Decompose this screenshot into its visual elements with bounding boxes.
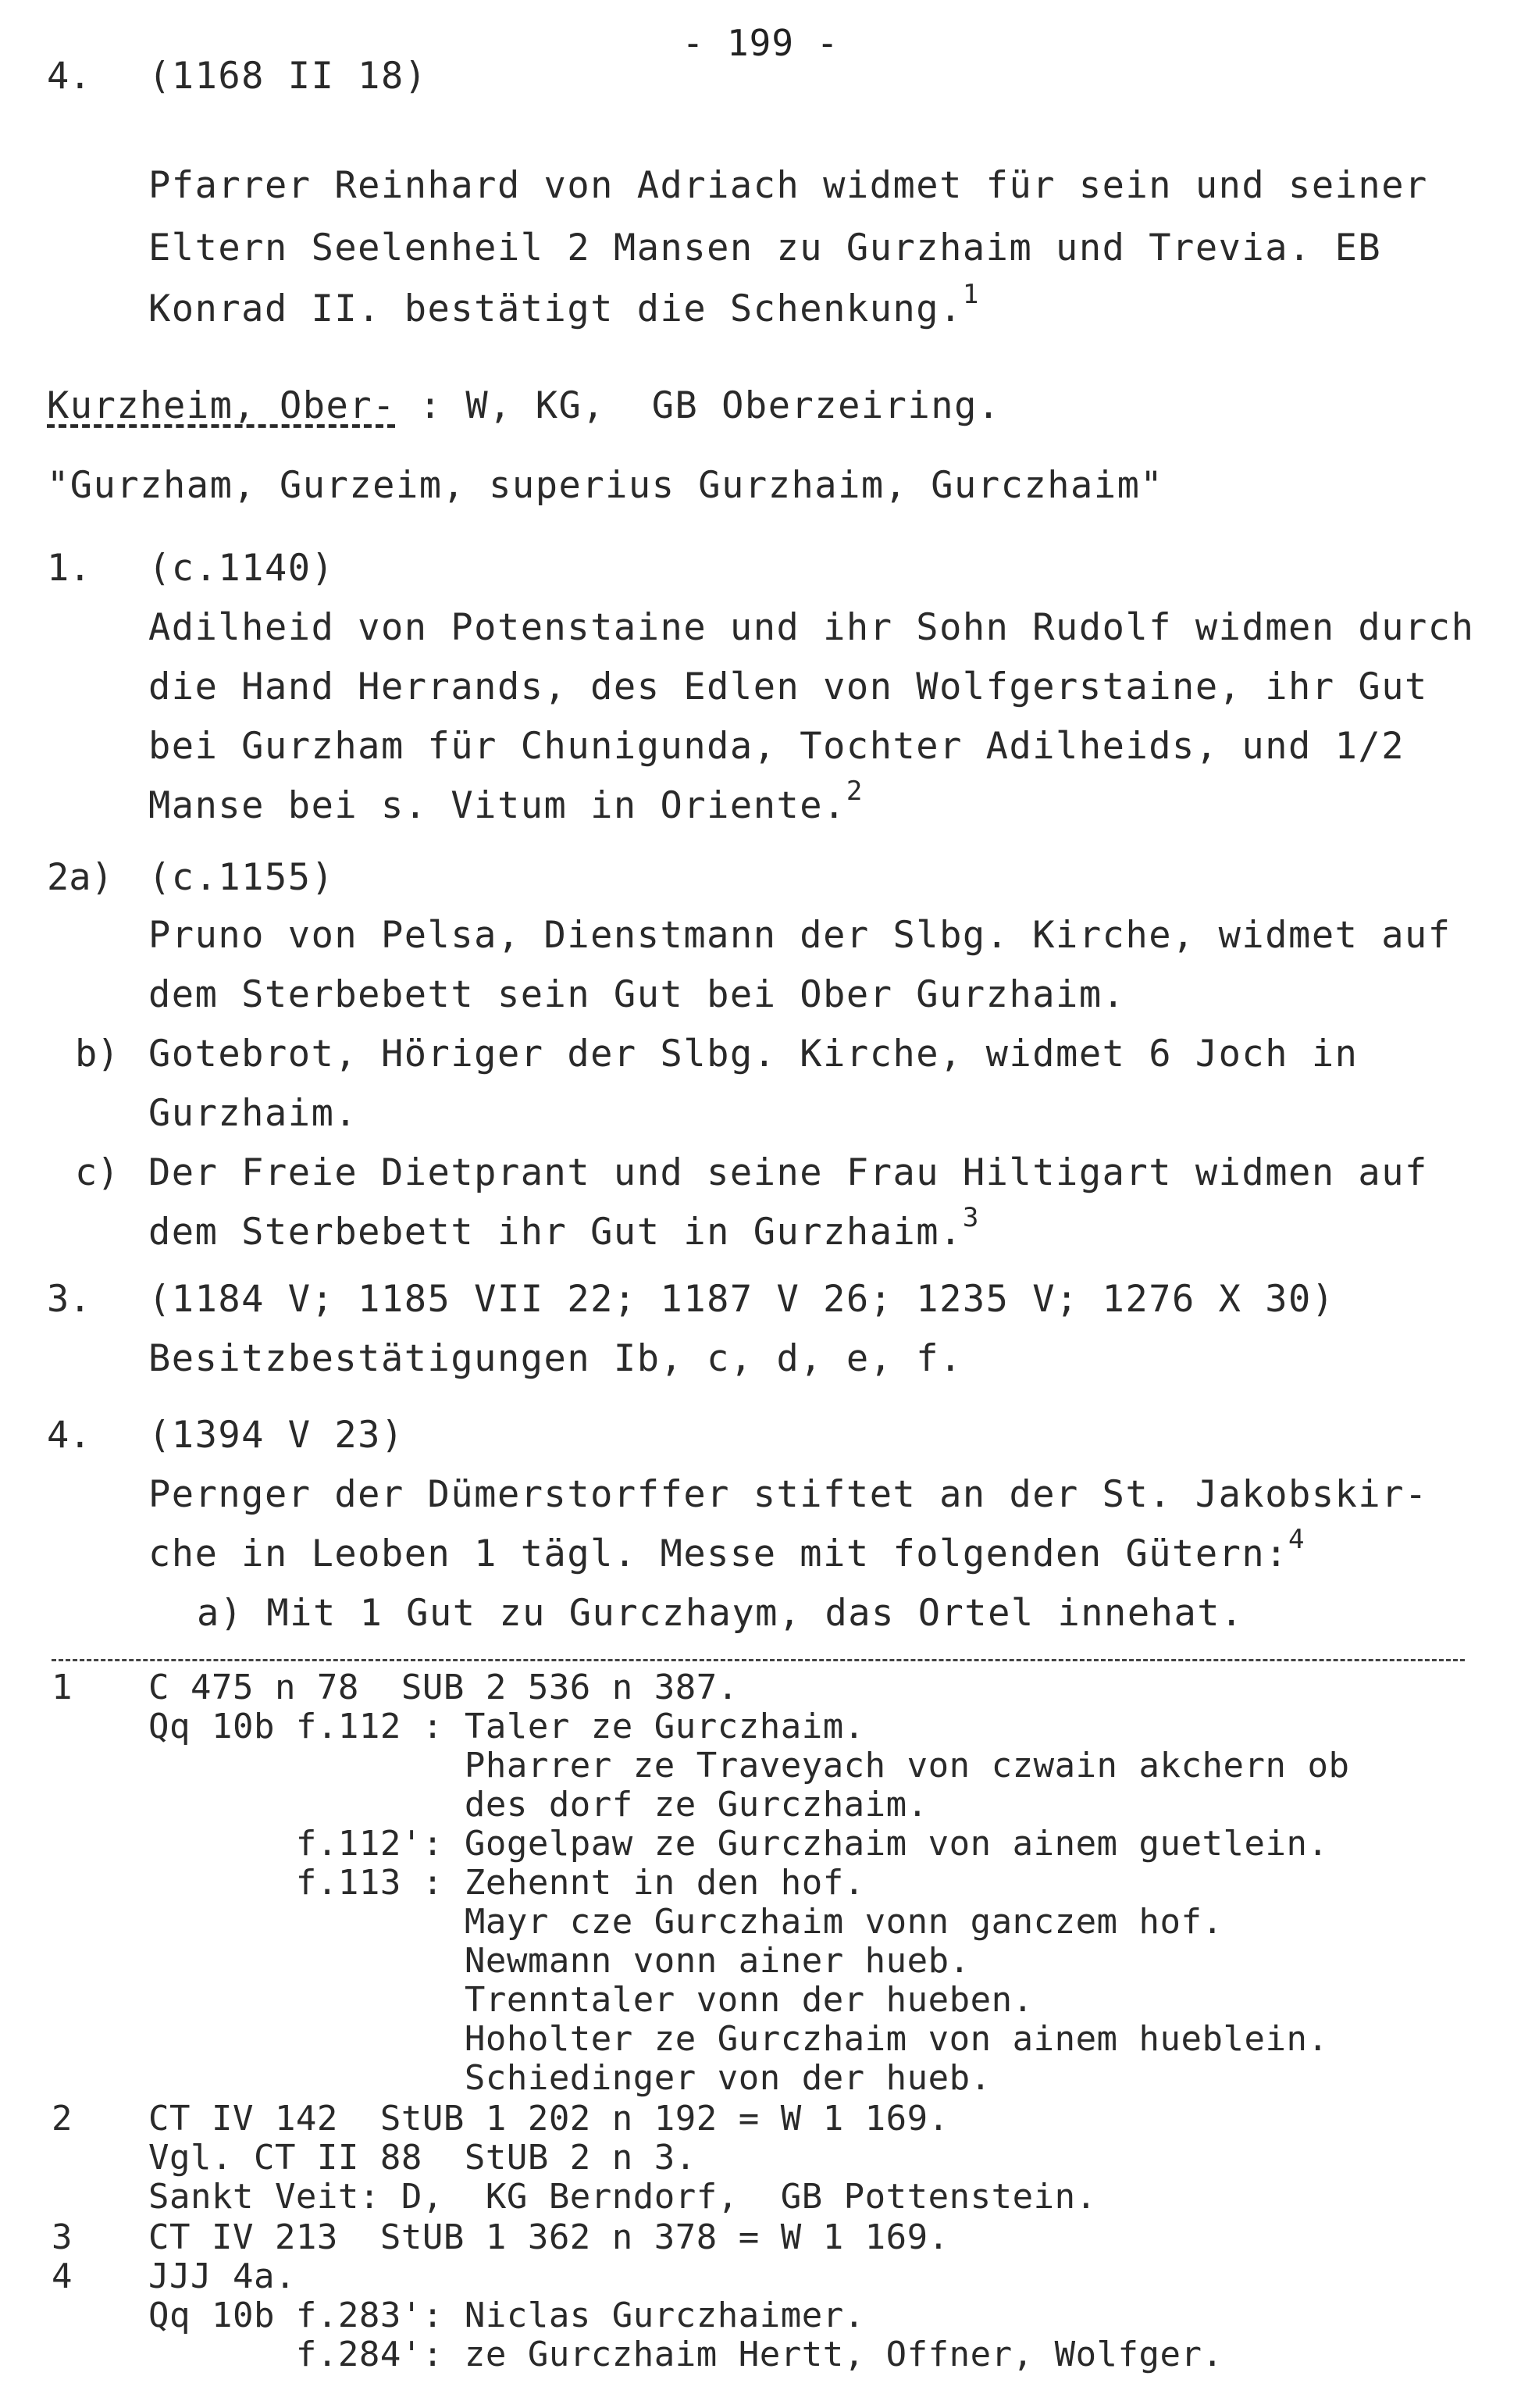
footnote-number: 1 (52, 1668, 73, 1707)
footnote-line: Newmann vonn ainer hueb. (148, 1941, 971, 1981)
entry-text-line: Pernger der Dümerstorffer stiftet an der St. Jakobskir- (148, 1473, 1428, 1516)
footnote-marker: 4 (1288, 1524, 1306, 1556)
entry-text-line: bei Gurzham für Chunigunda, Tochter Adilheids, und 1/2 (148, 725, 1405, 768)
footnote-separator (52, 1659, 1465, 1661)
footnote-number: 3 (52, 2217, 73, 2257)
footnote-line: f.284': ze Gurczhaim Hertt, Offner, Wolfger. (148, 2335, 1224, 2374)
footnote-line: Mayr cze Gurczhaim vonn ganczem hof. (148, 1902, 1224, 1942)
place-name: Kurzheim, Ober- (47, 384, 396, 427)
entry-text-line: Manse bei s. Vitum in Oriente.$^2$ (148, 776, 864, 827)
footnote-marker: 2 (846, 776, 864, 808)
footnote-line: Qq 10b f.112 : Taler ze Gurczhaim. (148, 1707, 865, 1746)
entry-text-line: die Hand Herrands, des Edlen von Wolfgerstaine, ihr Gut (148, 665, 1428, 708)
entry-text-line: Pfarrer Reinhard von Adriach widmet für sein und seiner (148, 164, 1428, 207)
entry-number: b) (75, 1033, 119, 1076)
footnote-number: 4 (52, 2256, 73, 2296)
entry-date: (1168 II 18) (148, 55, 428, 98)
footnote-line: CT IV 213 StUB 1 362 n 378 = W 1 169. (148, 2217, 949, 2257)
footnote-line: Hoholter ze Gurczhaim von ainem hueblein. (148, 2019, 1329, 2059)
entry-text-line: Konrad II. bestätigt die Schenkung.$^1$ (148, 279, 980, 330)
entry-number: 4. (47, 55, 91, 98)
entry-number: 2a) (47, 856, 113, 899)
entry-text-line: Gotebrot, Höriger der Slbg. Kirche, widmet 6 Joch in (148, 1033, 1359, 1076)
entry-text-line: Adilheid von Potenstaine und ihr Sohn Rudolf widmen durch (148, 606, 1475, 649)
entry-text-line: Besitzbestätigungen Ib, c, d, e, f. (148, 1337, 963, 1380)
footnote-line: Pharrer ze Traveyach von czwain akchern ob (148, 1746, 1350, 1785)
entry-number: c) (75, 1151, 119, 1194)
place-historical-forms: "Gurzham, Gurzeim, superius Gurzhaim, Gurczhaim" (47, 464, 1164, 507)
entry-date: (1394 V 23) (148, 1414, 404, 1457)
entry-date: (c.1140) (148, 547, 335, 590)
entry-number: 3. (47, 1278, 91, 1321)
footnote-line: des dorf ze Gurczhaim. (148, 1785, 928, 1825)
footnote-line: f.112': Gogelpaw ze Gurczhaim von ainem guetlein. (148, 1824, 1329, 1864)
entry-number: 4. (47, 1414, 91, 1457)
entry-text-line: dem Sterbebett sein Gut bei Ober Gurzhaim. (148, 973, 1126, 1016)
footnote-number: 2 (52, 2099, 73, 2139)
footnote-line: Schiedinger von der hueb. (148, 2058, 992, 2098)
footnote-marker: 1 (962, 279, 980, 311)
entry-date: (1184 V; 1185 VII 22; 1187 V 26; 1235 V; 1276 X 30) (148, 1278, 1335, 1321)
entry-text-line: a) Mit 1 Gut zu Gurczhaym, das Ortel innehat. (197, 1592, 1244, 1635)
footnote-line: Qq 10b f.283': Niclas Gurczhaimer. (148, 2296, 865, 2335)
entry-number: 1. (47, 547, 91, 590)
place-heading (47, 384, 1001, 428)
entry-text-line: Eltern Seelenheil 2 Mansen zu Gurzhaim und Trevia. EB (148, 227, 1382, 269)
footnote-line: CT IV 142 StUB 1 202 n 192 = W 1 169. (148, 2099, 949, 2139)
footnote-line: Trenntaler vonn der hueben. (148, 1980, 1034, 2020)
entry-text-line: Der Freie Dietprant und seine Frau Hiltigart widmen auf (148, 1151, 1428, 1194)
footnote-line: Sankt Veit: D, KG Berndorf, GB Pottenstein. (148, 2177, 1097, 2217)
entry-text-line: dem Sterbebett ihr Gut in Gurzhaim.$^3$ (148, 1202, 980, 1254)
footnote-line: JJJ 4a. (148, 2256, 296, 2296)
entry-text-line: Gurzhaim. (148, 1092, 358, 1135)
footnote-marker: 3 (962, 1202, 980, 1234)
entry-text-line: che in Leoben 1 tägl. Messe mit folgenden Gütern:$^4$ (148, 1524, 1306, 1575)
page-number: - 199 - (682, 22, 839, 64)
footnote-line: f.113 : Zehennt in den hof. (148, 1863, 865, 1903)
footnote-line: C 475 n 78 SUB 2 536 n 387. (148, 1668, 739, 1707)
footnote-line: Vgl. CT II 88 StUB 2 n 3. (148, 2138, 696, 2178)
entry-date: (c.1155) (148, 856, 335, 899)
entry-text-line: Pruno von Pelsa, Dienstmann der Slbg. Kirche, widmet auf (148, 914, 1452, 957)
place-details: : W, KG, GB Oberzeiring. (395, 384, 1001, 427)
